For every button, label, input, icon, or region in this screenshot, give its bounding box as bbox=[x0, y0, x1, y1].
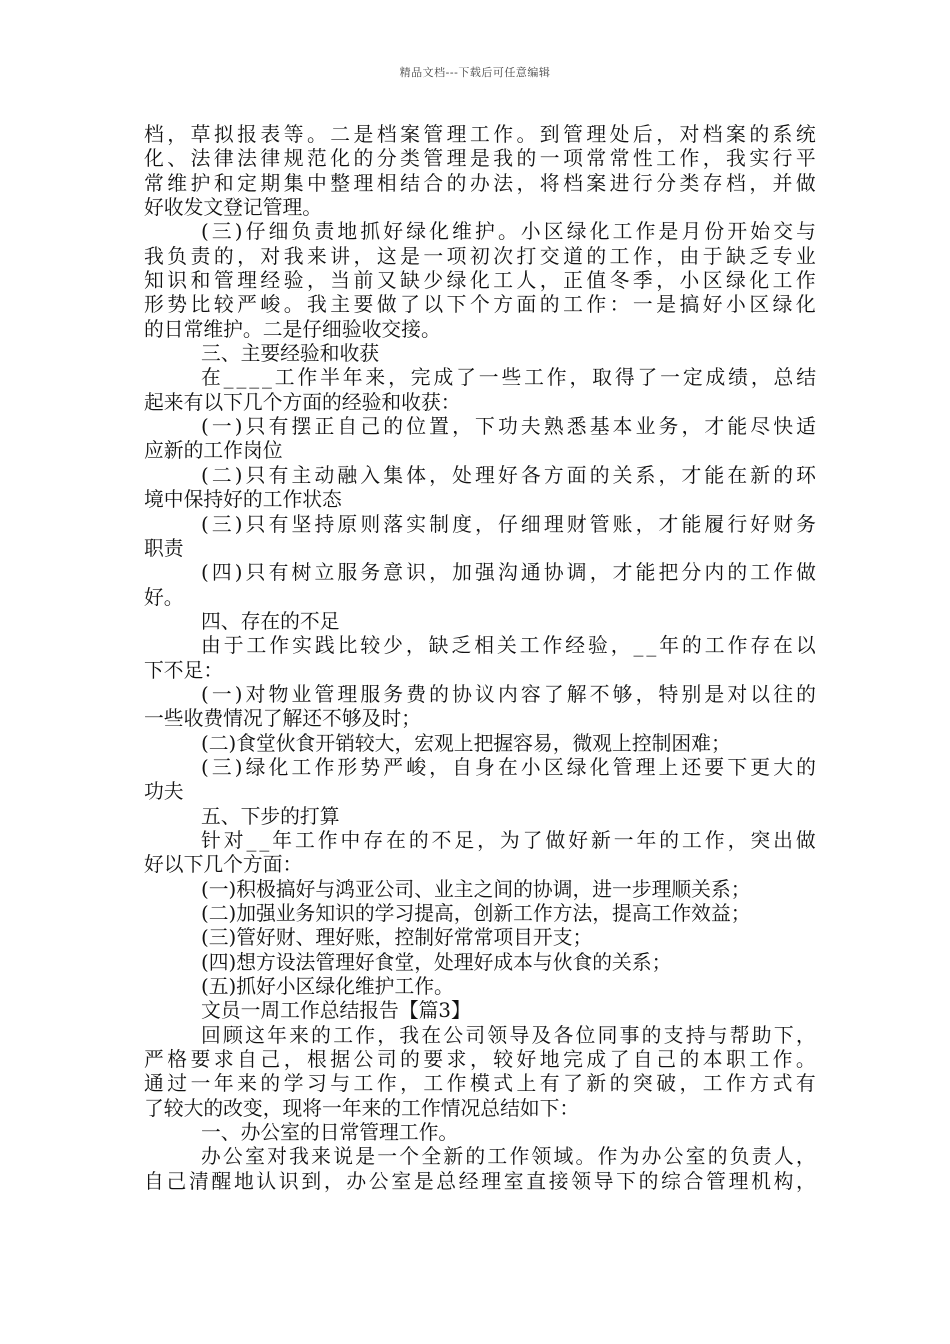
text-line: 一些收费情况了解还不够及时； bbox=[144, 707, 421, 731]
text-line: (二)食堂伙食开销较大，宏观上把握容易，微观上控制困难； bbox=[201, 731, 731, 755]
text-line: 职责 bbox=[144, 536, 184, 560]
text-line: 好。 bbox=[144, 585, 184, 609]
text-line: 形 势 比 较 严 峻 。 我 主 要 做 了 以 下 个 方 面 的 工 作 ： 一 是 搞 好 小 区 绿 化 bbox=[144, 293, 816, 317]
text-line: 功夫 bbox=[144, 780, 184, 804]
text-line: 五、下步的打算 bbox=[201, 804, 340, 828]
text-line: (一)积极搞好与鸿亚公司、业主之间的协调，进一步理顺关系； bbox=[201, 877, 751, 901]
text-line: (四)想方设法管理好食堂，处理好成本与伙食的关系； bbox=[201, 950, 672, 974]
text-line: 了较大的改变，现将一年来的工作情况总结如下： bbox=[144, 1096, 580, 1120]
text-line: 知 识 和 管 理 经 验 ， 当 前 又 缺 少 绿 化 工 人 ， 正 值 冬 季 ， 小 区 绿 化 工 作 bbox=[144, 269, 816, 293]
text-line: 好以下几个方面： bbox=[144, 853, 303, 877]
text-line: ( 四 ) 只 有 树 立 服 务 意 识 ， 加 强 沟 通 协 调 ， 才 能 把 分 内 的 工 作 做 bbox=[201, 561, 816, 585]
text-line: 回 顾 这 年 来 的 工 作 ， 我 在 公 司 领 导 及 各 位 同 事 的 支 持 与 帮 助 下 ， bbox=[201, 1023, 816, 1047]
text-line: 严 格 要 求 自 己 ， 根 据 公 司 的 要 求 ， 较 好 地 完 成 了 自 己 的 本 职 工 作 。 bbox=[144, 1048, 816, 1072]
text-line: 起来有以下几个方面的经验和收获： bbox=[144, 390, 461, 414]
text-line: (二)加强业务知识的学习提高，创新工作方法，提高工作效益； bbox=[201, 902, 751, 925]
text-line: 好收发文登记管理。 bbox=[144, 196, 323, 220]
text-line: 境中保持好的工作状态 bbox=[144, 488, 342, 512]
text-line: ( 二 ) 只 有 主 动 融 入 集 体 ， 处 理 好 各 方 面 的 关 系 ， 才 能 在 新 的 环 bbox=[201, 463, 816, 487]
text-line: 在 _ _ _ _ 工 作 半 年 来 ， 完 成 了 一 些 工 作 ， 取 得 了 一 定 成 绩 ， 总 结 bbox=[201, 366, 816, 390]
text-line: ( 一 ) 只 有 摆 正 自 己 的 位 置 ， 下 功 夫 熟 悉 基 本 业 务 ， 才 能 尽 快 适 bbox=[201, 415, 816, 439]
text-line: 文员一周工作总结报告【篇3】 bbox=[201, 999, 471, 1023]
text-line: 办 公 室 对 我 来 说 是 一 个 全 新 的 工 作 领 域 。 作 为 办 公 室 的 负 责 人 ， bbox=[201, 1145, 816, 1169]
text-line: (三)管好财、理好账，控制好常常项目开支； bbox=[201, 926, 593, 950]
text-line: 针 对 _ _ 年 工 作 中 存 在 的 不 足 ， 为 了 做 好 新 一 年 的 工 作 ， 突 出 做 bbox=[201, 828, 816, 852]
text-line: 化 、 法 律 法 律 规 范 化 的 分 类 管 理 是 我 的 一 项 常 常 性 工 作 ， 我 实 行 平 bbox=[144, 147, 816, 171]
text-line: ( 一 ) 对 物 业 管 理 服 务 费 的 协 议 内 容 了 解 不 够 ， 特 别 是 对 以 往 的 bbox=[201, 682, 816, 706]
text-line: ( 三 ) 绿 化 工 作 形 势 严 峻 ， 自 身 在 小 区 绿 化 管 理 上 还 要 下 更 大 的 bbox=[201, 755, 816, 779]
document-body bbox=[144, 123, 816, 1194]
text-line: 一、办公室的日常管理工作。 bbox=[201, 1121, 459, 1145]
text-line: 常 维 护 和 定 期 集 中 整 理 相 结 合 的 办 法 ， 将 档 案 进 行 分 类 存 档 ， 并 做 bbox=[144, 171, 816, 195]
text-line: ( 三 ) 仔 细 负 责 地 抓 好 绿 化 维 护 。 小 区 绿 化 工 作 是 月 份 开 始 交 与 bbox=[201, 220, 816, 244]
text-line: 应新的工作岗位 bbox=[144, 439, 283, 463]
text-line: ( 三 ) 只 有 坚 持 原 则 落 实 制 度 ， 仔 细 理 财 管 账 ， 才 能 履 行 好 财 务 bbox=[201, 512, 816, 536]
text-line: 由 于 工 作 实 践 比 较 少 ， 缺 乏 相 关 工 作 经 验 ， _ _ 年 的 工 作 存 在 以 bbox=[201, 634, 816, 658]
text-line: 三、主要经验和收获 bbox=[201, 342, 380, 366]
text-line: 的日常维护。二是仔细验收交接。 bbox=[144, 317, 441, 341]
text-line: 我 负 责 的 ， 对 我 来 讲 ， 这 是 一 项 初 次 打 交 道 的 工 作 ， 由 于 缺 乏 专 业 bbox=[144, 244, 816, 268]
text-line: 档 ， 草 拟 报 表 等 。 二 是 档 案 管 理 工 作 。 到 管 理 处 后 ， 对 档 案 的 系 统 bbox=[144, 123, 816, 146]
text-line: 下不足： bbox=[144, 658, 224, 682]
text-line: 自 己 清 醒 地 认 识 到 ， 办 公 室 是 总 经 理 室 直 接 领 导 下 的 综 合 管 理 机 构 ， bbox=[144, 1169, 816, 1193]
text-line: 通 过 一 年 来 的 学 习 与 工 作 ， 工 作 模 式 上 有 了 新 的 突 破 ， 工 作 方 式 有 bbox=[144, 1072, 816, 1096]
text-line: (五)抓好小区绿化维护工作。 bbox=[201, 975, 454, 999]
text-line: 四、存在的不足 bbox=[201, 609, 340, 633]
page-header: 精品文档---下载后可任意编辑 bbox=[399, 66, 551, 79]
